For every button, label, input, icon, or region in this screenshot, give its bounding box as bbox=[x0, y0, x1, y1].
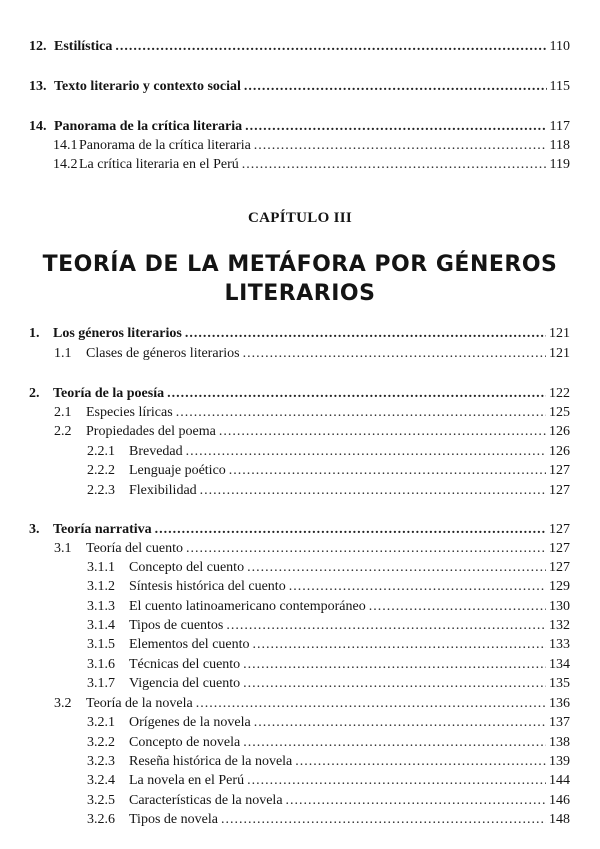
toc-entry-title: Teoría del cuento bbox=[86, 541, 183, 556]
toc-subentry bbox=[0, 156, 600, 174]
toc-entry-page: 144 bbox=[549, 773, 570, 788]
chapter-label: CAPÍTULO III bbox=[247, 210, 353, 226]
dot-leader bbox=[247, 559, 546, 577]
toc-entry-title: Panorama de la crítica literaria bbox=[79, 138, 251, 153]
toc-entry-title: Brevedad bbox=[129, 444, 183, 459]
toc-entry-number: 3.2.1 bbox=[87, 715, 115, 730]
toc-entry-number: 3. bbox=[29, 522, 40, 537]
toc-subsubentry bbox=[0, 482, 600, 500]
toc-entry bbox=[0, 38, 600, 56]
toc-entry-title: Teoría narrativa bbox=[53, 522, 152, 537]
toc-entry-title: Orígenes de la novela bbox=[129, 715, 251, 730]
toc-entry-page: 134 bbox=[549, 657, 570, 672]
dot-leader bbox=[167, 385, 546, 403]
toc-subsubentry bbox=[0, 617, 600, 635]
toc-entry-page: 127 bbox=[549, 522, 570, 537]
toc-entry-number: 2. bbox=[29, 386, 40, 401]
toc-entry-page: 127 bbox=[549, 560, 570, 575]
toc-entry-number: 3.1 bbox=[54, 541, 72, 556]
toc-subsubentry bbox=[0, 578, 600, 596]
dot-leader bbox=[186, 443, 546, 461]
toc-entry-title: Tipos de novela bbox=[129, 812, 218, 827]
dot-leader bbox=[245, 118, 546, 136]
dot-leader bbox=[254, 137, 547, 155]
toc-subentry bbox=[0, 540, 600, 558]
toc-entry-title: El cuento latinoamericano contemporáneo bbox=[129, 599, 366, 614]
dot-leader bbox=[226, 617, 546, 635]
dot-leader bbox=[254, 714, 546, 732]
dot-leader bbox=[286, 792, 546, 810]
toc-entry-number: 3.2.2 bbox=[87, 735, 115, 750]
toc-entry-page: 132 bbox=[549, 618, 570, 633]
toc-entry-page: 121 bbox=[549, 346, 570, 361]
dot-leader bbox=[200, 482, 546, 500]
toc-entry-number: 14. bbox=[29, 119, 47, 134]
toc-subsubentry bbox=[0, 675, 600, 693]
toc-entry-title: Teoría de la poesía bbox=[53, 386, 165, 401]
toc-entry-number: 2.2.3 bbox=[87, 483, 115, 498]
toc-subsubentry bbox=[0, 714, 600, 732]
toc-entry-title: La crítica literaria en el Perú bbox=[79, 157, 239, 172]
toc-entry-title: Flexibilidad bbox=[129, 483, 197, 498]
toc-entry-page: 118 bbox=[549, 138, 570, 153]
toc-entry-page: 117 bbox=[549, 119, 570, 134]
toc-entry-title: Tipos de cuentos bbox=[129, 618, 224, 633]
toc-entry-title: Síntesis histórica del cuento bbox=[129, 579, 286, 594]
dot-leader bbox=[295, 753, 546, 771]
toc-subsubentry bbox=[0, 598, 600, 616]
toc-entry-number: 2.1 bbox=[54, 405, 72, 420]
toc-entry-page: 135 bbox=[549, 676, 570, 691]
toc-entry-page: 126 bbox=[549, 424, 570, 439]
toc-entry-page: 119 bbox=[549, 157, 570, 172]
toc-subsubentry bbox=[0, 734, 600, 752]
toc-entry-title: Teoría de la novela bbox=[86, 696, 193, 711]
toc-entry-number: 3.1.6 bbox=[87, 657, 115, 672]
toc-subsubentry bbox=[0, 636, 600, 654]
toc-entry-title: Texto literario y contexto social bbox=[54, 79, 241, 94]
dot-leader bbox=[247, 772, 546, 790]
chapter-title-line-2: LITERARIOS bbox=[224, 281, 376, 306]
toc-entry-page: 127 bbox=[549, 483, 570, 498]
dot-leader bbox=[229, 462, 546, 480]
toc-entry-page: 133 bbox=[549, 637, 570, 652]
toc-subsubentry bbox=[0, 753, 600, 771]
dot-leader bbox=[243, 656, 546, 674]
dot-leader bbox=[155, 521, 546, 539]
toc-entry-page: 130 bbox=[549, 599, 570, 614]
toc-entry-title: Reseña histórica de la novela bbox=[129, 754, 293, 769]
toc-subsubentry bbox=[0, 559, 600, 577]
toc-entry-number: 3.2.3 bbox=[87, 754, 115, 769]
toc-entry-number: 3.1.1 bbox=[87, 560, 115, 575]
dot-leader bbox=[289, 578, 546, 596]
toc-entry-title: Estilística bbox=[54, 39, 113, 54]
toc-entry-title: Clases de géneros literarios bbox=[86, 346, 240, 361]
toc-subentry bbox=[0, 345, 600, 363]
toc-entry-title: Vigencia del cuento bbox=[129, 676, 241, 691]
toc-entry-number: 3.2 bbox=[54, 696, 72, 711]
toc-entry-title: Concepto del cuento bbox=[129, 560, 245, 575]
toc-subentry bbox=[0, 137, 600, 155]
toc-entry-page: 146 bbox=[549, 793, 570, 808]
toc-entry-page: 148 bbox=[549, 812, 570, 827]
toc-entry-page: 138 bbox=[549, 735, 570, 750]
toc-subentry bbox=[0, 404, 600, 422]
toc-entry-title: La novela en el Perú bbox=[129, 773, 245, 788]
chapter-title-line-1: TEORÍA DE LA METÁFORA POR GÉNEROS bbox=[42, 252, 558, 277]
toc-subentry bbox=[0, 423, 600, 441]
toc-entry-number: 3.2.6 bbox=[87, 812, 115, 827]
toc-entry-page: 136 bbox=[549, 696, 570, 711]
toc-entry-number: 3.1.5 bbox=[87, 637, 115, 652]
toc-subsubentry bbox=[0, 462, 600, 480]
dot-leader bbox=[176, 404, 546, 422]
toc-entry-page: 139 bbox=[549, 754, 570, 769]
toc-entry-number: 3.2.5 bbox=[87, 793, 115, 808]
dot-leader bbox=[185, 325, 546, 343]
dot-leader bbox=[253, 636, 546, 654]
toc-subsubentry bbox=[0, 792, 600, 810]
toc-entry-title: Panorama de la crítica literaria bbox=[54, 119, 243, 134]
toc-subentry bbox=[0, 695, 600, 713]
toc-entry-page: 126 bbox=[549, 444, 570, 459]
dot-leader bbox=[221, 811, 546, 829]
toc-entry-page: 125 bbox=[549, 405, 570, 420]
toc-subsubentry bbox=[0, 656, 600, 674]
dot-leader bbox=[242, 156, 547, 174]
toc-entry-number: 1.1 bbox=[54, 346, 72, 361]
toc-entry-number: 3.1.4 bbox=[87, 618, 115, 633]
dot-leader bbox=[196, 695, 546, 713]
toc-entry-page: 110 bbox=[549, 39, 570, 54]
toc-subsubentry bbox=[0, 811, 600, 829]
toc-entry-number: 14.1 bbox=[53, 138, 78, 153]
toc-entry-title: Propiedades del poema bbox=[86, 424, 216, 439]
toc-entry bbox=[0, 521, 600, 539]
dot-leader bbox=[115, 38, 546, 56]
toc-entry-title: Lenguaje poético bbox=[129, 463, 226, 478]
toc-entry-page: 129 bbox=[549, 579, 570, 594]
dot-leader bbox=[219, 423, 546, 441]
toc-entry-number: 3.2.4 bbox=[87, 773, 115, 788]
toc-entry-number: 2.2 bbox=[54, 424, 72, 439]
toc-entry-number: 3.1.7 bbox=[87, 676, 115, 691]
toc-entry-number: 13. bbox=[29, 79, 47, 94]
toc-entry-title: Elementos del cuento bbox=[129, 637, 250, 652]
dot-leader bbox=[369, 598, 546, 616]
toc-entry-title: Técnicas del cuento bbox=[129, 657, 241, 672]
dot-leader bbox=[186, 540, 546, 558]
toc-subsubentry bbox=[0, 772, 600, 790]
toc-entry-number: 2.2.1 bbox=[87, 444, 115, 459]
dot-leader bbox=[243, 675, 546, 693]
toc-entry bbox=[0, 385, 600, 403]
toc-entry-title: Concepto de novela bbox=[129, 735, 241, 750]
toc-entry-number: 3.1.3 bbox=[87, 599, 115, 614]
toc-entry-page: 127 bbox=[549, 463, 570, 478]
dot-leader bbox=[243, 345, 546, 363]
toc-subsubentry bbox=[0, 443, 600, 461]
toc-entry-page: 121 bbox=[549, 326, 570, 341]
toc-entry-page: 127 bbox=[549, 541, 570, 556]
dot-leader bbox=[243, 734, 546, 752]
dot-leader bbox=[244, 78, 547, 96]
toc-entry-number: 12. bbox=[29, 39, 47, 54]
toc-entry bbox=[0, 78, 600, 96]
toc-entry-page: 137 bbox=[549, 715, 570, 730]
toc-entry-number: 1. bbox=[29, 326, 40, 341]
toc-entry-page: 122 bbox=[549, 386, 570, 401]
toc-entry-title: Características de la novela bbox=[129, 793, 283, 808]
toc-entry-number: 14.2 bbox=[53, 157, 78, 172]
toc-entry-title: Especies líricas bbox=[86, 405, 173, 420]
toc-entry-page: 115 bbox=[549, 79, 570, 94]
toc-entry-number: 3.1.2 bbox=[87, 579, 115, 594]
toc-entry bbox=[0, 325, 600, 343]
toc-entry bbox=[0, 118, 600, 136]
toc-entry-number: 2.2.2 bbox=[87, 463, 115, 478]
toc-entry-title: Los géneros literarios bbox=[53, 326, 182, 341]
